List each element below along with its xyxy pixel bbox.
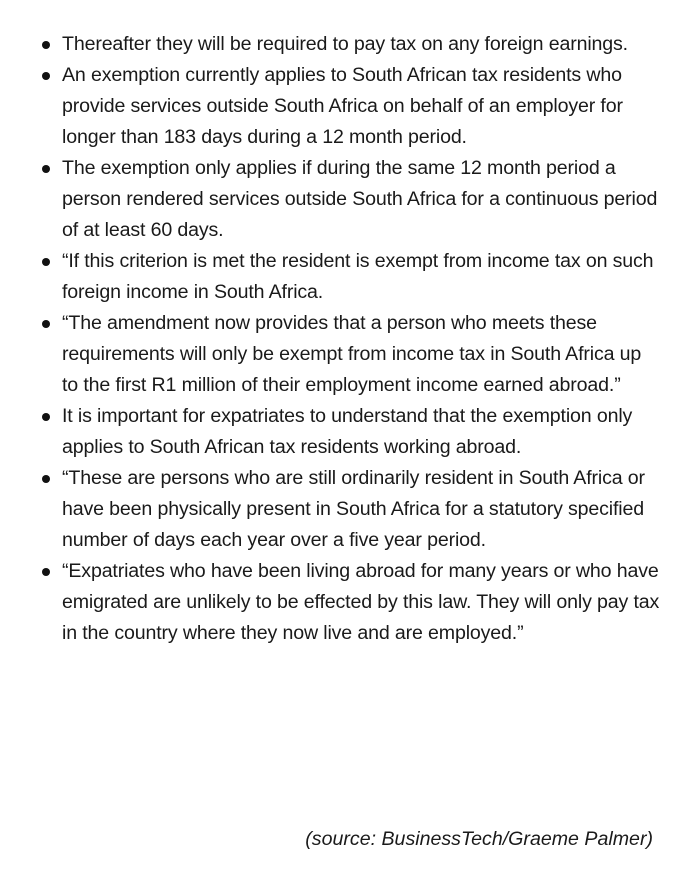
bullet-icon — [42, 165, 50, 173]
bullet-icon — [42, 41, 50, 49]
list-item-text: An exemption currently applies to South African tax residents who provide services outside South Africa on behalf of an employer for longer than 183 days during a 12 month period. — [62, 64, 623, 148]
list-item-text: Thereafter they will be required to pay tax on any foreign earnings. — [62, 33, 628, 55]
document-body — [0, 29, 675, 649]
list-item — [0, 29, 675, 60]
list-item-text: “The amendment now provides that a person who meets these requirements will only be exempt from income tax in South Africa up to the first R1 million of their employment income earned abroad.” — [62, 312, 642, 396]
list-item-text: “If this criterion is met the resident is exempt from income tax on such foreign income in South Africa. — [62, 250, 654, 303]
bullet-icon — [42, 258, 50, 266]
list-item — [0, 308, 675, 401]
bullet-icon — [42, 320, 50, 328]
list-item — [0, 556, 675, 649]
bullet-icon — [42, 475, 50, 483]
list-item-text: “Expatriates who have been living abroad for many years or who have emigrated are unlikely to be effected by this law. They will only pay tax in the country where they now live and are employed.” — [62, 560, 660, 644]
list-item — [0, 153, 675, 246]
list-item — [0, 463, 675, 556]
source-citation: (source: BusinessTech/Graeme Palmer) — [305, 828, 653, 850]
bullet-icon — [42, 568, 50, 576]
bullet-icon — [42, 72, 50, 80]
bullet-icon — [42, 413, 50, 421]
list-item — [0, 246, 675, 308]
list-item-text: “These are persons who are still ordinarily resident in South Africa or have been physically present in South Africa for a statutory specified number of days each year over a five year period. — [62, 467, 645, 551]
list-item-text: The exemption only applies if during the same 12 month period a person rendered services outside South Africa for a continuous period of at least 60 days. — [62, 157, 658, 241]
bullet-list — [0, 29, 675, 649]
list-item — [0, 60, 675, 153]
list-item-text: It is important for expatriates to understand that the exemption only applies to South African tax residents working abroad. — [62, 405, 633, 458]
list-item — [0, 401, 675, 463]
